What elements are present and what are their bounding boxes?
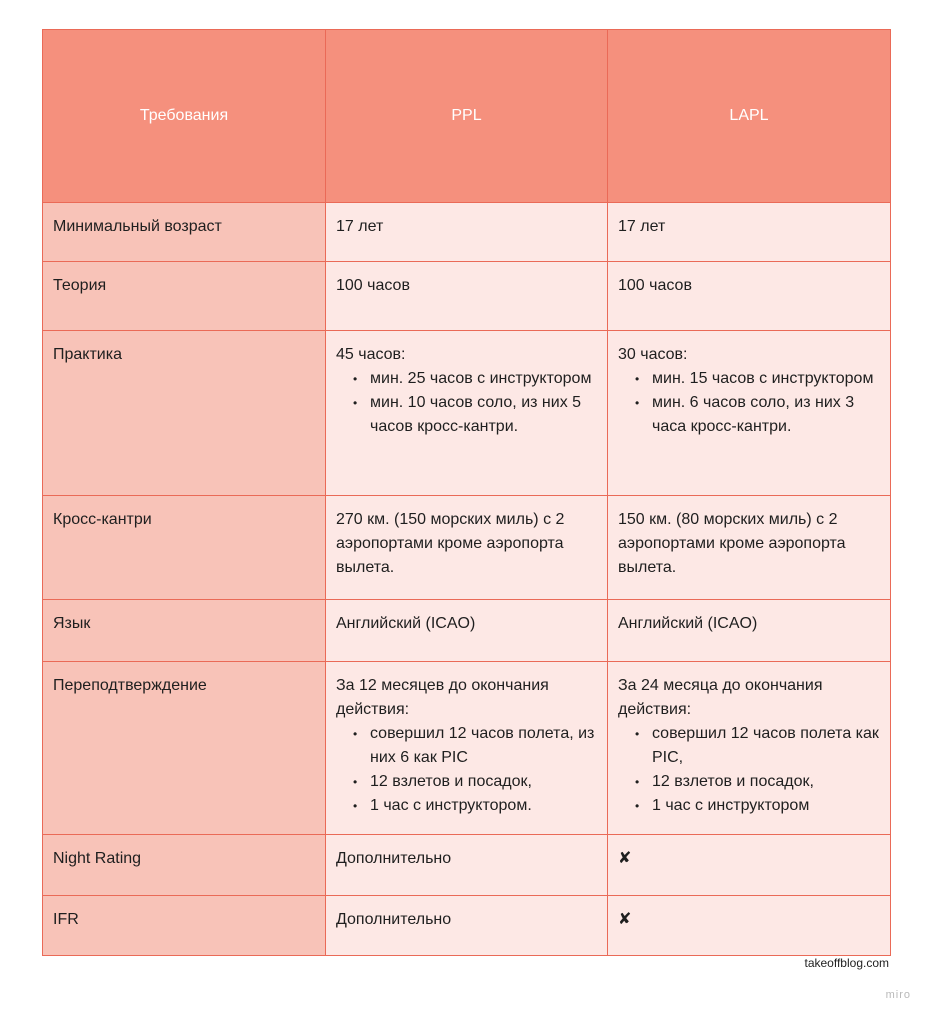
table-row — [43, 331, 891, 496]
ppl-cell — [326, 662, 608, 835]
table-row — [43, 600, 891, 662]
lapl-cell — [608, 835, 891, 896]
row-label: IFR — [43, 896, 326, 956]
bullet-list — [336, 367, 597, 439]
list-item: • 12 взлетов и посадок, — [370, 770, 597, 794]
row-label: Night Rating — [43, 835, 326, 896]
table-row — [43, 203, 891, 262]
list-item: • 12 взлетов и посадок, — [652, 770, 880, 794]
header-ppl: PPL — [326, 30, 608, 203]
row-label: Переподтверждение — [43, 662, 326, 835]
cell-intro: 30 часов: — [618, 346, 688, 363]
source-credit: takeoffblog.com — [804, 956, 889, 970]
list-item: • 1 час с инструктором — [652, 794, 880, 818]
lapl-cell: Английский (ICAO) — [608, 600, 891, 662]
ppl-cell: 17 лет — [326, 203, 608, 262]
lapl-cell — [608, 662, 891, 835]
header-lapl: LAPL — [608, 30, 891, 203]
list-item: • 1 час с инструктором. — [370, 794, 597, 818]
lapl-cell — [608, 331, 891, 496]
watermark: miro — [885, 989, 911, 1001]
table-row — [43, 896, 891, 956]
row-label: Минимальный возраст — [43, 203, 326, 262]
list-item: • мин. 10 часов соло, из них 5 часов кросс-кантри. — [370, 391, 597, 439]
row-label: Язык — [43, 600, 326, 662]
table-row — [43, 662, 891, 835]
row-label: Теория — [43, 262, 326, 331]
table-row — [43, 835, 891, 896]
lapl-cell — [608, 896, 891, 956]
list-item: • совершил 12 часов полета как PIC, — [652, 722, 880, 770]
bullet-list — [336, 722, 597, 818]
cell-intro: За 24 месяца до окончания действия: — [618, 677, 823, 718]
bullet-list — [618, 722, 880, 818]
cell-intro: 45 часов: — [336, 346, 406, 363]
ppl-cell: Английский (ICAO) — [326, 600, 608, 662]
ppl-cell: Дополнительно — [326, 896, 608, 956]
list-item: • мин. 15 часов с инструктором — [652, 367, 880, 391]
header-requirements: Требования — [43, 30, 326, 203]
requirements-table — [42, 29, 891, 956]
table-row — [43, 496, 891, 600]
ppl-cell: 270 км. (150 морских миль) с 2 аэропортами кроме аэропорта вылета. — [326, 496, 608, 600]
ppl-cell: 100 часов — [326, 262, 608, 331]
list-item: • мин. 25 часов с инструктором — [370, 367, 597, 391]
list-item: • совершил 12 часов полета, из них 6 как PIC — [370, 722, 597, 770]
row-label: Практика — [43, 331, 326, 496]
ppl-cell — [326, 331, 608, 496]
lapl-cell: 17 лет — [608, 203, 891, 262]
cross-mark-icon: ✘ — [618, 850, 632, 867]
lapl-cell: 150 км. (80 морских миль) с 2 аэропортами кроме аэропорта вылета. — [608, 496, 891, 600]
table-row — [43, 262, 891, 331]
header-row — [43, 30, 891, 203]
list-item: • мин. 6 часов соло, из них 3 часа кросс-кантри. — [652, 391, 880, 439]
row-label: Кросс-кантри — [43, 496, 326, 600]
cell-intro: За 12 месяцев до окончания действия: — [336, 677, 549, 718]
ppl-cell: Дополнительно — [326, 835, 608, 896]
cross-mark-icon: ✘ — [618, 911, 632, 928]
lapl-cell: 100 часов — [608, 262, 891, 331]
bullet-list — [618, 367, 880, 439]
